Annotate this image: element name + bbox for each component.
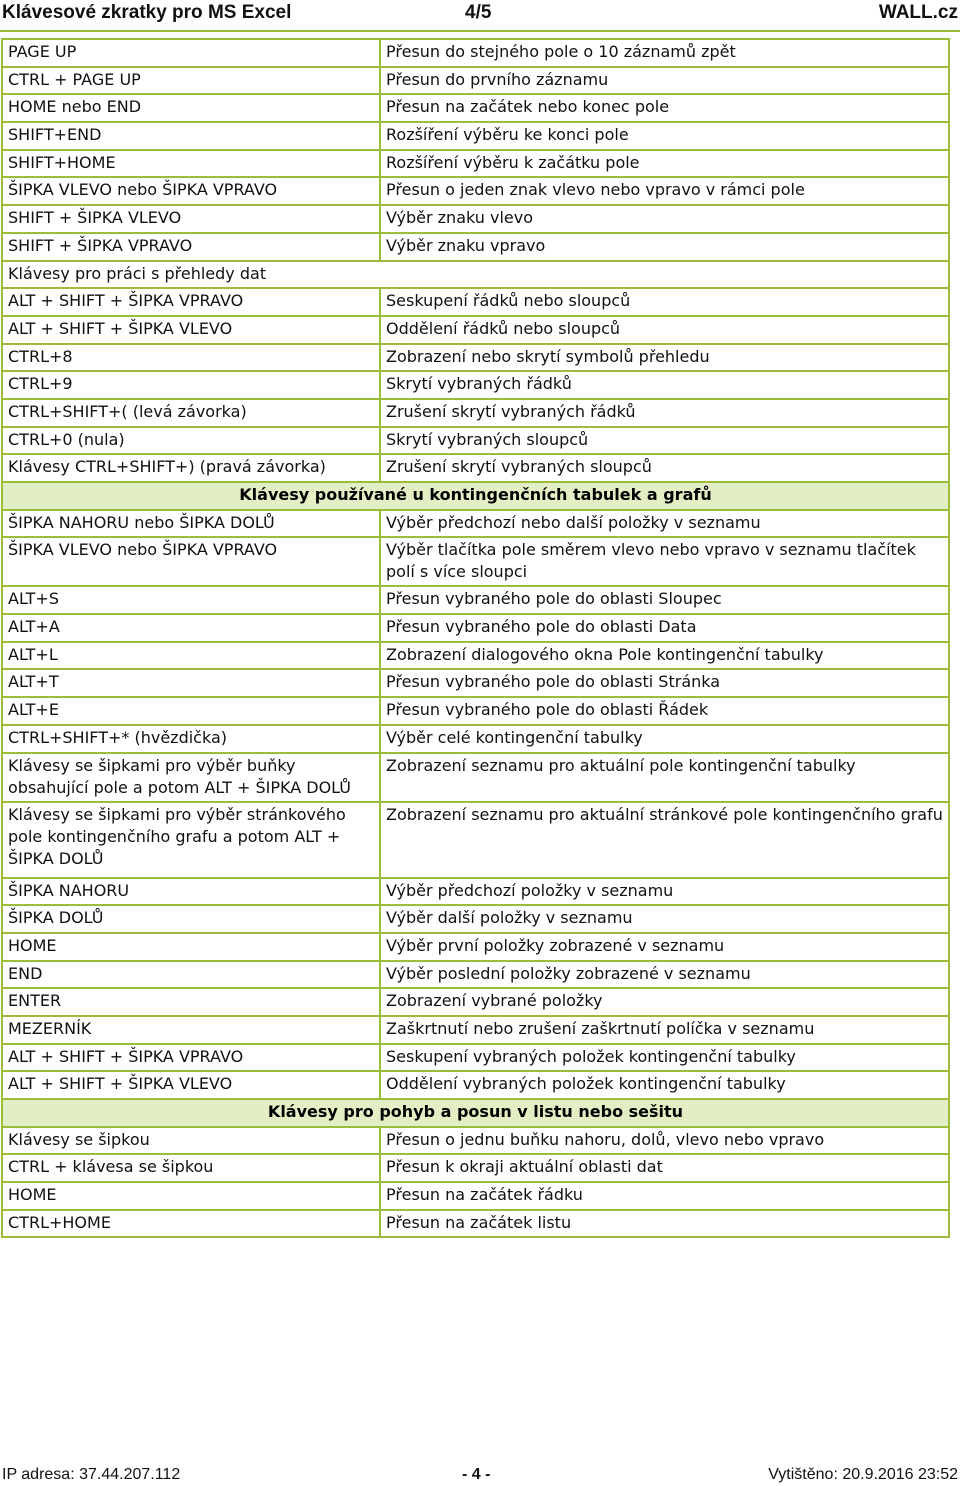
table-row — [2, 537, 949, 586]
shortcut-key: END — [2, 961, 380, 989]
shortcut-key: CTRL + klávesa se šipkou — [2, 1154, 380, 1182]
table-row — [2, 905, 949, 933]
shortcut-description: Výběr předchozí nebo další položky v seznamu — [380, 510, 949, 538]
table-row — [2, 233, 949, 261]
shortcut-key: Klávesy CTRL+SHIFT+) (pravá závorka) — [2, 454, 380, 482]
shortcut-key: MEZERNÍK — [2, 1016, 380, 1044]
shortcut-description: Zobrazení vybrané položky — [380, 988, 949, 1016]
shortcut-key: ŠIPKA NAHORU — [2, 878, 380, 906]
shortcut-description: Seskupení řádků nebo sloupců — [380, 288, 949, 316]
section-title: Klávesy pro pohyb a posun v listu nebo sešitu — [2, 1099, 949, 1127]
table-row — [2, 399, 949, 427]
shortcut-description: Přesun k okraji aktuální oblasti dat — [380, 1154, 949, 1182]
table-row — [2, 753, 949, 802]
table-row — [2, 1182, 949, 1210]
section-header-row — [2, 482, 949, 510]
shortcut-key: ALT+S — [2, 586, 380, 614]
table-row — [2, 205, 949, 233]
shortcut-key: ALT+E — [2, 697, 380, 725]
shortcut-description: Zobrazení seznamu pro aktuální stránkové pole kontingenčního grafu — [380, 802, 949, 878]
shortcut-description: Zrušení skrytí vybraných řádků — [380, 399, 949, 427]
shortcut-description: Přesun na začátek nebo konec pole — [380, 94, 949, 122]
table-row — [2, 697, 949, 725]
shortcut-description: Zobrazení nebo skrytí symbolů přehledu — [380, 344, 949, 372]
shortcut-description: Seskupení vybraných položek kontingenční tabulky — [380, 1044, 949, 1072]
table-row — [2, 961, 949, 989]
table-row — [2, 669, 949, 697]
shortcut-table — [1, 38, 950, 1238]
site-name: WALL.cz — [878, 2, 958, 23]
shortcut-description: Výběr předchozí položky v seznamu — [380, 878, 949, 906]
shortcut-key: ŠIPKA VLEVO nebo ŠIPKA VPRAVO — [2, 177, 380, 205]
table-row — [2, 94, 949, 122]
shortcut-description: Skrytí vybraných sloupců — [380, 427, 949, 455]
table-row — [2, 122, 949, 150]
shortcut-key: HOME — [2, 933, 380, 961]
page-number: - 4 - — [462, 1466, 491, 1483]
shortcut-description: Zrušení skrytí vybraných sloupců — [380, 454, 949, 482]
table-row — [2, 1044, 949, 1072]
shortcut-description: Výběr znaku vpravo — [380, 233, 949, 261]
shortcut-key: ALT + SHIFT + ŠIPKA VPRAVO — [2, 288, 380, 316]
table-row — [2, 39, 949, 67]
table-row — [2, 1210, 949, 1238]
shortcut-description: Výběr další položky v seznamu — [380, 905, 949, 933]
section-title: Klávesy používané u kontingenčních tabulek a grafů — [2, 482, 949, 510]
shortcut-description: Přesun o jeden znak vlevo nebo vpravo v rámci pole — [380, 177, 949, 205]
shortcut-description: Výběr první položky zobrazené v seznamu — [380, 933, 949, 961]
shortcut-key: ALT+L — [2, 642, 380, 670]
shortcut-description: Výběr poslední položky zobrazené v seznamu — [380, 961, 949, 989]
shortcut-description: Přesun na začátek řádku — [380, 1182, 949, 1210]
shortcut-description: Rozšíření výběru k začátku pole — [380, 150, 949, 178]
shortcut-key: Klávesy se šipkou — [2, 1127, 380, 1155]
shortcut-description: Přesun vybraného pole do oblasti Sloupec — [380, 586, 949, 614]
shortcut-key: Klávesy se šipkami pro výběr buňky obsahující pole a potom ALT + ŠIPKA DOLŮ — [2, 753, 380, 802]
table-row — [2, 371, 949, 399]
table-row — [2, 725, 949, 753]
shortcut-description: Přesun do prvního záznamu — [380, 67, 949, 95]
shortcut-key: ALT+T — [2, 669, 380, 697]
shortcut-key: ŠIPKA NAHORU nebo ŠIPKA DOLŮ — [2, 510, 380, 538]
table-row — [2, 1016, 949, 1044]
shortcut-key: SHIFT + ŠIPKA VPRAVO — [2, 233, 380, 261]
shortcut-key: ALT + SHIFT + ŠIPKA VLEVO — [2, 1071, 380, 1099]
table-row — [2, 510, 949, 538]
table-row — [2, 344, 949, 372]
subsection-title: Klávesy pro práci s přehledy dat — [2, 261, 949, 289]
table-row — [2, 427, 949, 455]
shortcut-description: Výběr tlačítka pole směrem vlevo nebo vpravo v seznamu tlačítek polí s více sloupci — [380, 537, 949, 586]
table-row — [2, 614, 949, 642]
table-row — [2, 288, 949, 316]
print-date: Vytištěno: 20.9.2016 23:52 — [768, 1466, 958, 1483]
table-row — [2, 150, 949, 178]
shortcut-key: CTRL + PAGE UP — [2, 67, 380, 95]
shortcut-description: Výběr znaku vlevo — [380, 205, 949, 233]
shortcut-key: CTRL+0 (nula) — [2, 427, 380, 455]
shortcut-key: ŠIPKA VLEVO nebo ŠIPKA VPRAVO — [2, 537, 380, 586]
shortcut-key: SHIFT+HOME — [2, 150, 380, 178]
shortcut-key: SHIFT+END — [2, 122, 380, 150]
table-row — [2, 586, 949, 614]
shortcut-key: ENTER — [2, 988, 380, 1016]
shortcut-description: Výběr celé kontingenční tabulky — [380, 725, 949, 753]
shortcut-description: Oddělení vybraných položek kontingenční tabulky — [380, 1071, 949, 1099]
table-row — [2, 1071, 949, 1099]
shortcut-description: Přesun na začátek listu — [380, 1210, 949, 1238]
shortcut-description: Rozšíření výběru ke konci pole — [380, 122, 949, 150]
table-row — [2, 878, 949, 906]
table-row — [2, 454, 949, 482]
table-row — [2, 933, 949, 961]
shortcut-key: ŠIPKA DOLŮ — [2, 905, 380, 933]
table-row — [2, 316, 949, 344]
table-row — [2, 177, 949, 205]
shortcut-key: CTRL+9 — [2, 371, 380, 399]
page-indicator: 4/5 — [465, 2, 492, 23]
shortcut-key: ALT+A — [2, 614, 380, 642]
shortcut-description: Přesun o jednu buňku nahoru, dolů, vlevo nebo vpravo — [380, 1127, 949, 1155]
shortcut-description: Zaškrtnutí nebo zrušení zaškrtnutí políčka v seznamu — [380, 1016, 949, 1044]
shortcut-description: Oddělení řádků nebo sloupců — [380, 316, 949, 344]
shortcut-description: Přesun vybraného pole do oblasti Data — [380, 614, 949, 642]
section-header-row — [2, 1099, 949, 1127]
shortcut-description: Přesun vybraného pole do oblasti Stránka — [380, 669, 949, 697]
shortcut-description: Skrytí vybraných řádků — [380, 371, 949, 399]
shortcut-description: Přesun do stejného pole o 10 záznamů zpět — [380, 39, 949, 67]
shortcut-key: CTRL+8 — [2, 344, 380, 372]
page-footer — [0, 1464, 960, 1486]
table-row — [2, 642, 949, 670]
document-title: Klávesové zkratky pro MS Excel — [2, 2, 292, 23]
shortcut-key: PAGE UP — [2, 39, 380, 67]
table-row — [2, 1154, 949, 1182]
shortcut-key: ALT + SHIFT + ŠIPKA VPRAVO — [2, 1044, 380, 1072]
table-row — [2, 1127, 949, 1155]
shortcut-key: ALT + SHIFT + ŠIPKA VLEVO — [2, 316, 380, 344]
shortcut-description: Zobrazení dialogového okna Pole kontingenční tabulky — [380, 642, 949, 670]
table-row — [2, 802, 949, 878]
shortcut-key: SHIFT + ŠIPKA VLEVO — [2, 205, 380, 233]
shortcut-key: CTRL+SHIFT+* (hvězdička) — [2, 725, 380, 753]
shortcut-key: Klávesy se šipkami pro výběr stránkového pole kontingenčního grafu a potom ALT + ŠIPKA DOLŮ — [2, 802, 380, 878]
table-row — [2, 261, 949, 289]
shortcut-key: CTRL+SHIFT+( (levá závorka) — [2, 399, 380, 427]
shortcut-key: CTRL+HOME — [2, 1210, 380, 1238]
shortcut-description: Zobrazení seznamu pro aktuální pole kontingenční tabulky — [380, 753, 949, 802]
shortcut-key: HOME — [2, 1182, 380, 1210]
page-header — [0, 0, 960, 32]
shortcut-description: Přesun vybraného pole do oblasti Řádek — [380, 697, 949, 725]
shortcut-key: HOME nebo END — [2, 94, 380, 122]
table-row — [2, 988, 949, 1016]
table-row — [2, 67, 949, 95]
ip-address: IP adresa: 37.44.207.112 — [2, 1466, 181, 1483]
